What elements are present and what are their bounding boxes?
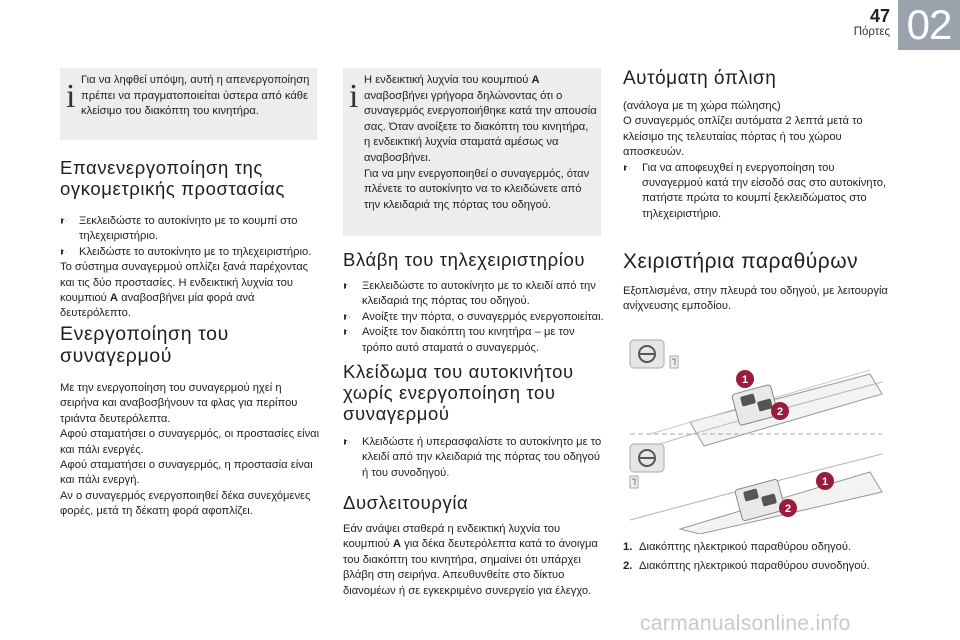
section-triggering: [60, 323, 322, 520]
section-remote-failure: [343, 249, 605, 356]
list-item: 2. Διακόπτης ηλεκτρικού παραθύρου συνοδηγού.: [623, 560, 870, 572]
callout-2-bottom: [779, 499, 797, 517]
reactivation-text: Το σύστημα συναγερμού οπλίζει ξανά παρέχοντας και τις δύο προστασίες. Η ενδεικτική λυχνία του κουμπιού A αναβοσβήνει μία φορά ανά δευτερόλεπτο.: [60, 261, 309, 320]
list-item: Ξεκλειδώστε το αυτοκίνητο με το κλειδί από την κλειδαριά της πόρτας του οδηγού.: [343, 279, 605, 310]
seat-icon: [670, 356, 678, 368]
section-window-controls: [623, 250, 891, 315]
callout-1-top: [736, 370, 754, 388]
callout-2-top: [771, 402, 789, 420]
list-item: Κλειδώστε ή υπερασφαλίστε το αυτοκίνητο με το κλειδί από την κλειδαριά της πόρτας του οδηγού ή του συνοδηγού.: [343, 435, 605, 481]
remote-failure-title: Βλάβη του τηλεχειριστηρίου: [343, 249, 586, 270]
svg-text:2: 2: [784, 503, 792, 515]
auto-arming-text: (ανάλογα με τη χώρα πώλησης) Ο συναγερμός οπλίζει αυτόματα 2 λεπτά μετά το κλείσιμο της τελευταίας πόρτας ή του χώρου αποσκευών.: [623, 100, 863, 159]
triggering-title: Ενεργοποίηση του συναγερμού: [60, 323, 229, 367]
list-item: Ξεκλειδώστε το αυτοκίνητο με το κουμπί στο τηλεχειριστήριο.: [60, 214, 322, 245]
page-number: 47: [869, 6, 890, 26]
svg-text:1: 1: [821, 476, 829, 488]
info-icon: i: [66, 78, 76, 115]
locking-title: Κλείδωμα του αυτοκινήτου χωρίς ενεργοποίηση του συναγερμού: [343, 361, 574, 424]
info-box-disable: [60, 68, 317, 140]
callout-1-bottom: [816, 472, 834, 490]
list-item: Κλειδώστε το αυτοκίνητο με το τηλεχειριστήριο.: [60, 245, 322, 260]
info-icon: i: [349, 78, 359, 115]
paragraph: Με την ενεργοποίηση του συναγερμού ηχεί η σειρήνα και αναβοσβήνουν τα φλας για περίπου τριάντα δευτερόλεπτα.: [60, 382, 298, 425]
malfunction-title: Δυσλειτουργία: [343, 492, 469, 513]
svg-text:1: 1: [741, 374, 749, 386]
steering-wheel-icon: [630, 340, 664, 368]
section-name: Πόρτες: [853, 26, 890, 38]
info-box-text: Η ενδεικτική λυχνία του κουμπιού A αναβοσβήνει γρήγορα δηλώνοντας ότι ο συναγερμός ενεργοποιήθηκε κατά την απουσία σας. Όταν ανοίξετε το διακόπτη του κινητήρα, η ενδεικτική λυχνία σταματά αμέσως να αναβοσβήνει. Για να μην ενεργοποιηθεί ο συναγερμός, όταν πλένετε το αυτοκίνητο να το κλειδώνετε από την κλειδαριά της πόρτας του οδηγού.: [364, 74, 597, 211]
window-controls-list: [623, 538, 891, 576]
auto-arming-title: Αυτόματη όπλιση: [623, 68, 777, 89]
driver-door-panel: [630, 370, 882, 454]
window-switches-illustration: [620, 334, 892, 534]
window-controls-text: Εξοπλισμένα, στην πλευρά του οδηγού, με λειτουργία ανίχνευσης εμποδίου.: [623, 285, 888, 313]
reactivation-title: Επανενεργοποίηση της ογκομετρικής προστασίας: [60, 157, 285, 199]
list-item: Ανοίξτε την πόρτα, ο συναγερμός ενεργοποιείται.: [343, 310, 605, 325]
steering-wheel-icon: [630, 444, 664, 472]
watermark: carmanualsonline.info: [640, 612, 851, 635]
list-item: 1. Διακόπτης ηλεκτρικού παραθύρου οδηγού.: [623, 541, 852, 553]
passenger-door-panel: [630, 454, 882, 534]
chapter-tab: 02: [898, 0, 960, 50]
section-reactivation: [60, 157, 322, 322]
paragraph: Αν ο συναγερμός ενεργοποιηθεί δέκα συνεχόμενες φορές, μετά τη δέκατη φορά αφοπλίζει.: [60, 489, 311, 518]
paragraph: Αφού σταματήσει ο συναγερμός, οι προστασίες είναι και πάλι ενεργές.: [60, 428, 320, 456]
section-locking-without-alarm: [343, 361, 605, 481]
section-malfunction: [343, 492, 605, 599]
list-item: Ανοίξτε τον διακόπτη του κινητήρα – με τον τρόπο αυτό σταματά ο συναγερμός.: [343, 325, 605, 356]
section-auto-arming: [623, 68, 891, 222]
paragraph: Αφού σταματήσει ο συναγερμός, η προστασία είναι και πάλι ενεργή.: [60, 459, 313, 487]
svg-text:2: 2: [776, 406, 784, 418]
malfunction-text: Εάν ανάψει σταθερά η ενδεικτική λυχνία του κουμπιού A για δέκα δευτερόλεπτα κατά το άνοιγμα του διακόπτη του κινητήρα, σημαίνει ότι υπάρχει βλάβη στη σειρήνα. Απευθυνθείτε στο δίκτυο διανομέων ή σε εγκεκριμένο συνεργείο για έλεγχο.: [343, 523, 598, 597]
info-box-alarm-triggered: [343, 68, 601, 236]
list-item: Για να αποφευχθεί η ενεργοποίηση του συναγερμού κατά την είσοδό σας στο αυτοκίνητο, πατήστε πρώτα το κουμπί ξεκλειδώματος στο τηλεχειριστήριο.: [623, 161, 891, 223]
seat-icon: [630, 476, 638, 488]
info-box-text: Για να ληφθεί υπόψη, αυτή η απενεργοποίηση πρέπει να πραγματοποιείται ύστερα από κάθε κλείσιμο του διακόπτη του κινητήρα.: [81, 74, 310, 118]
window-controls-title: Χειριστήρια παραθύρων: [623, 250, 859, 273]
